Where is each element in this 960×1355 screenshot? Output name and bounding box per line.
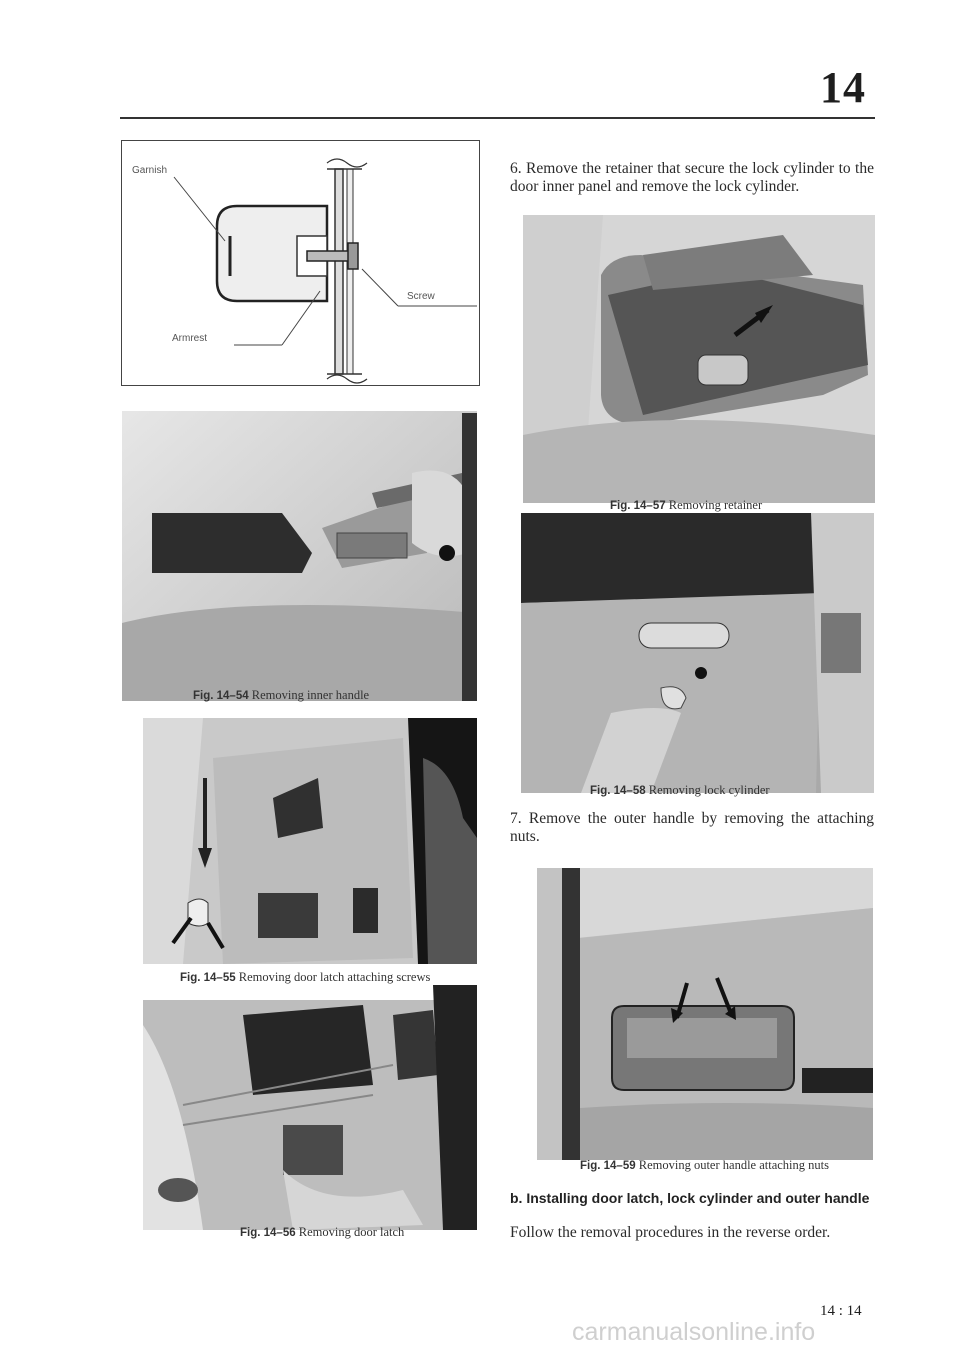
chapter-number: 14 [820,63,866,112]
watermark: carmanualsonline.info [572,1318,816,1346]
photo-retainer [523,215,875,503]
header-rule [120,117,875,119]
label-garnish: Garnish [132,165,168,176]
section-heading-b: b. Installing door latch, lock cylinder and outer handle [510,1190,870,1206]
armrest-diagram [121,140,480,386]
caption-fig-14-54: Fig. 14–54 Removing inner handle [193,688,370,702]
label-armrest: Armrest [172,333,207,344]
follow-text: Follow the removal procedures in the reverse order. [510,1224,831,1241]
caption-fig-14-57: Fig. 14–57 Removing retainer [610,498,763,512]
photo-door-latch [143,985,477,1230]
page-number: 14 : 14 [820,1303,862,1319]
photo-inner-handle [122,393,477,701]
caption-fig-14-56: Fig. 14–56 Removing door latch [240,1225,405,1239]
caption-fig-14-59: Fig. 14–59 Removing outer handle attaching nuts [580,1158,829,1172]
label-screw: Screw [407,291,435,302]
caption-fig-14-55: Fig. 14–55 Removing door latch attaching screws [180,970,431,984]
caption-fig-14-58: Fig. 14–58 Removing lock cylinder [590,783,770,797]
photo-door-latch-screws [143,718,477,964]
photo-lock-cylinder [521,513,874,793]
step-7-text: 7. Remove the outer handle by removing the attaching nuts. [510,810,874,845]
step-6-text: 6. Remove the retainer that secure the lock cylinder to the door inner panel and remove the lock cylinder. [510,160,874,195]
armrest-diagram-drawing [122,141,479,385]
photo-outer-handle-nuts [537,868,873,1160]
